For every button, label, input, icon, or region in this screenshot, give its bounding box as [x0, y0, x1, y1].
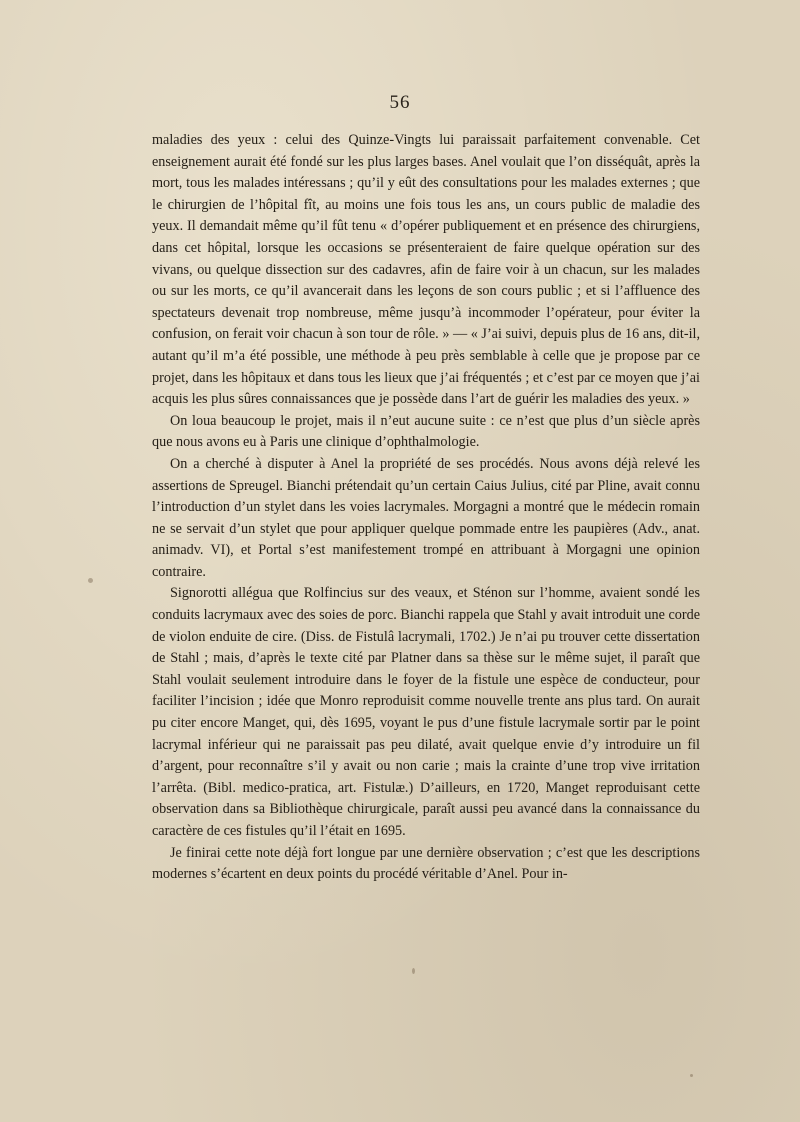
paragraph: maladies des yeux : celui des Quinze-Vingts lui paraissait parfaitement convenable. Cet enseignement aurait été fondé sur les plus larges bases. Anel voulait que l’on disséquât, après la mort, tous les malades intéressans ; qu’il y eût des consultations pour les malades externes ; que le chirurgien de l’hôpital fît, au moins une fois tous les ans, un cours public de maladie des yeux. Il demandait même qu’il fût tenu « d’opérer publiquement et en présence des chirurgiens, dans cet hôpital, lorsque les occasions se présenteraient de faire quelque opération sur des vivans, ou quelque dissection sur des cadavres, afin de faire voir à un chacun, sur les malades ou sur les morts, ce qu’il avancerait dans les leçons de son cours public ; et si l’affluence des spectateurs devenait trop nombreuse, même jusqu’à incommoder l’opérateur, pour éviter la confusion, on ferait voir chacun à son tour de rôle. » — « J’ai suivi, depuis plus de 16 ans, dit-il, autant qu’il m’a été possible, une méthode à peu près semblable à celle que je propose par ce projet, dans les hôpitaux et dans tous les lieux que j’ai fréquentés ; et c’est par ce moyen que j’ai acquis les plus sûres connaissances que je possède dans l’art de guérir les maladies des yeux. » [152, 132, 700, 408]
paragraph: On loua beaucoup le projet, mais il n’eut aucune suite : ce n’est que plus d’un siècle après que nous avons eu à Paris une clinique d’ophthalmologie. [152, 412, 700, 451]
paragraph: Je finirai cette note déjà fort longue par une dernière observation ; c’est que les descriptions modernes s’écartent en deux points du procédé véritable d’Anel. Pour in- [152, 844, 700, 883]
paragraph: Signorotti allégua que Rolfincius sur des veaux, et Sténon sur l’homme, avaient sondé les conduits lacrymaux avec des soies de porc. Bianchi rappela que Stahl y avait introduit une corde de violon enduite de cire. (Diss. de Fistulâ lacrymali, 1702.) Je n’ai pu trouver cette dissertation de Stahl ; mais, d’après le texte cité par Platner dans sa thèse sur le même sujet, il paraît que Stahl voulait seulement introduire dans le foyer de la fistule une espèce de conducteur, pour faciliter l’incision ; idée que Monro reproduisit comme nouvelle trente ans plus tard. On aurait pu citer encore Manget, qui, dès 1695, voyant le pus d’une fistule lacrymale sortir par le point lacrymal inférieur qui ne paraissait pas peu dilaté, avait quelque envie d’y introduire un fil d’argent, pour reconnaître s’il y avait ou non carie ; mais la crainte d’une trop vive irritation l’arrêta. (Bibl. medico-pratica, art. Fistulæ.) D’ailleurs, en 1720, Manget reproduisant cette observation dans sa Bibliothèque chirurgicale, paraît aussi peu avancé dans la connaissance du caractère de ces fistules qu’il l’était en 1695. [152, 585, 700, 839]
body-text [152, 130, 700, 886]
paper-speck [412, 968, 415, 974]
paragraph: On a cherché à disputer à Anel la propriété de ses procédés. Nous avons déjà relevé les assertions de Spreugel. Bianchi prétendait qu’un certain Caius Julius, cité par Pline, avait connu l’introduction d’un stylet dans les voies lacrymales. Morgagni a montré que le médecin romain ne se servait d’un stylet que pour appliquer quelque pommade entre les paupières (Adv., anat. animadv. VI), et Portal s’est manifestement trompé en attribuant à Morgagni une opinion contraire. [152, 455, 700, 580]
paper-speck [690, 1074, 693, 1077]
paper-speck [88, 578, 93, 583]
page-number: 56 [389, 92, 411, 113]
